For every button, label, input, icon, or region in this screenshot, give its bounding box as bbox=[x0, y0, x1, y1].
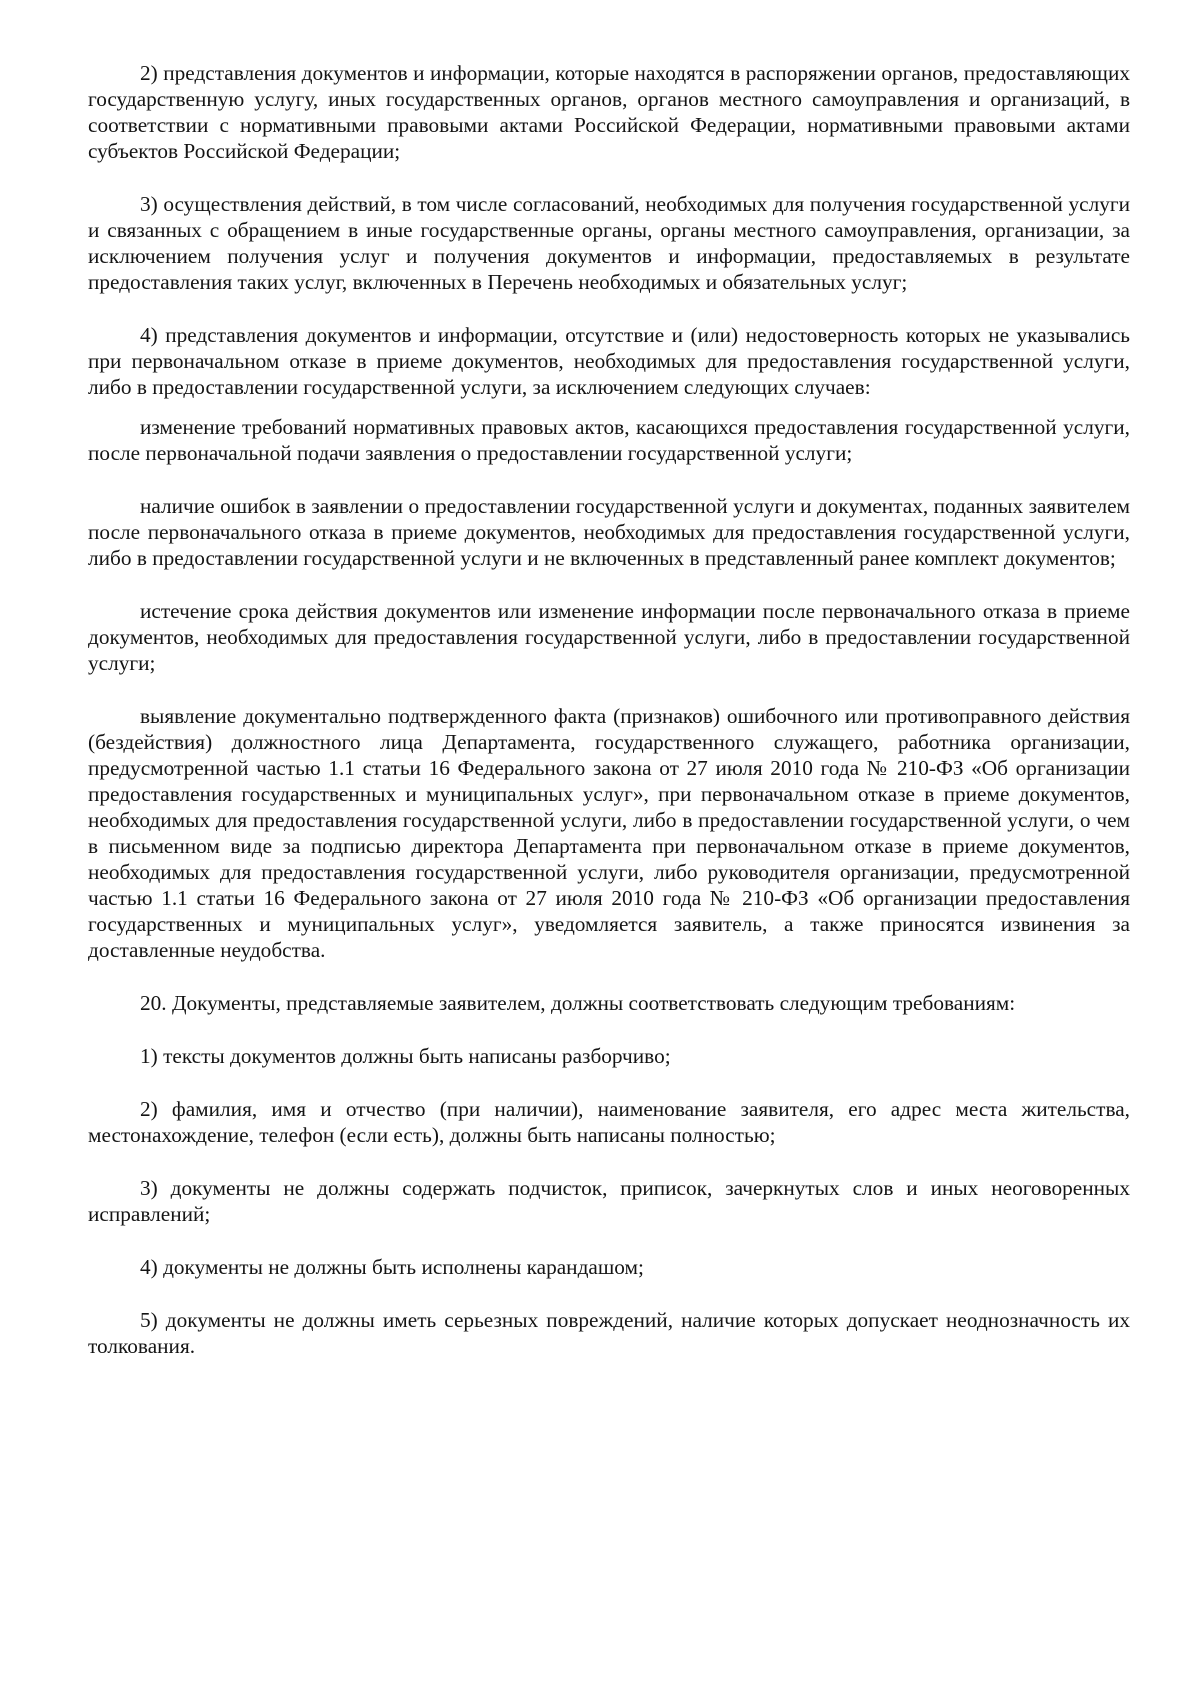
paragraph-item-3-actions-approvals: 3) осуществления действий, в том числе согласований, необходимых для получения государственной услуги и связанных с обращением в иные государственные органы, органы местного самоуправления, организации, за исключением получения услуг и получения документов и информации, предоставляемых в результате предоставления таких услуг, включенных в Перечень необходимых и обязательных услуг; bbox=[88, 192, 1130, 294]
paragraph-requirement-5: 5) документы не должны иметь серьезных повреждений, наличие которых допускает неоднозначность их толкования. bbox=[88, 1308, 1130, 1358]
paragraph-requirement-3: 3) документы не должны содержать подчисток, приписок, зачеркнутых слов и иных неоговоренных исправлений; bbox=[88, 1176, 1130, 1226]
paragraph-section-20-heading: 20. Документы, представляемые заявителем, должны соответствовать следующим требованиям: bbox=[140, 991, 1016, 1015]
paragraph-item-4-documents-not-indicated: 4) представления документов и информации, отсутствие и (или) недостоверность которых не указывались при первоначальном отказе в приеме документов, необходимых для предоставления государственной услуги, либо в предоставлении государственной услуги, за исключением следующих случаев: bbox=[88, 323, 1130, 399]
paragraph-item-2-documents-in-possession: 2) представления документов и информации, которые находятся в распоряжении органов, предоставляющих государственную услугу, иных государственных органов, органов местного самоуправления и организаций, в соответствии с нормативными правовыми актами Российской Федерации, нормативными правовыми актами субъектов Российской Федерации; bbox=[88, 61, 1130, 163]
paragraph-case-erroneous-action: выявление документально подтвержденного факта (признаков) ошибочного или противоправного действия (бездействия) должностного лица Департамента, государственного служащего, работника организации, предусмотренной частью 1.1 статьи 16 Федерального закона от 27 июля 2010 года № 210-ФЗ «Об организации предоставления государственных и муниципальных услуг», при первоначальном отказе в приеме документов, необходимых для предоставления государственной услуги, либо в предоставлении государственной услуги, о чем в письменном виде за подписью директора Департамента при первоначальном отказе в приеме документов, необходимых для предоставления государственной услуги, либо руководителя организации, предусмотренной частью 1.1 статьи 16 Федерального закона от 27 июля 2010 года № 210-ФЗ «Об организации предоставления государственных и муниципальных услуг», уведомляется заявитель, а также приносятся извинения за доставленные неудобства. bbox=[88, 704, 1130, 962]
paragraph-requirement-2: 2) фамилия, имя и отчество (при наличии), наименование заявителя, его адрес места жительства, местонахождение, телефон (если есть), должны быть написаны полностью; bbox=[88, 1097, 1130, 1147]
paragraph-requirement-1: 1) тексты документов должны быть написаны разборчиво; bbox=[140, 1044, 671, 1068]
paragraph-case-errors-in-application: наличие ошибок в заявлении о предоставлении государственной услуги и документах, поданных заявителем после первоначального отказа в приеме документов, необходимых для предоставления государственной услуги, либо в предоставлении государственной услуги и не включенных в представленный ранее комплект документов; bbox=[88, 494, 1130, 570]
paragraph-case-expiry: истечение срока действия документов или изменение информации после первоначального отказа в приеме документов, необходимых для предоставления государственной услуги, либо в предоставлении государственной услуги; bbox=[88, 599, 1130, 675]
paragraph-case-requirements-change: изменение требований нормативных правовых актов, касающихся предоставления государственной услуги, после первоначальной подачи заявления о предоставлении государственной услуги; bbox=[88, 415, 1130, 465]
document-page bbox=[88, 60, 1130, 1386]
paragraph-requirement-4: 4) документы не должны быть исполнены карандашом; bbox=[140, 1255, 644, 1279]
